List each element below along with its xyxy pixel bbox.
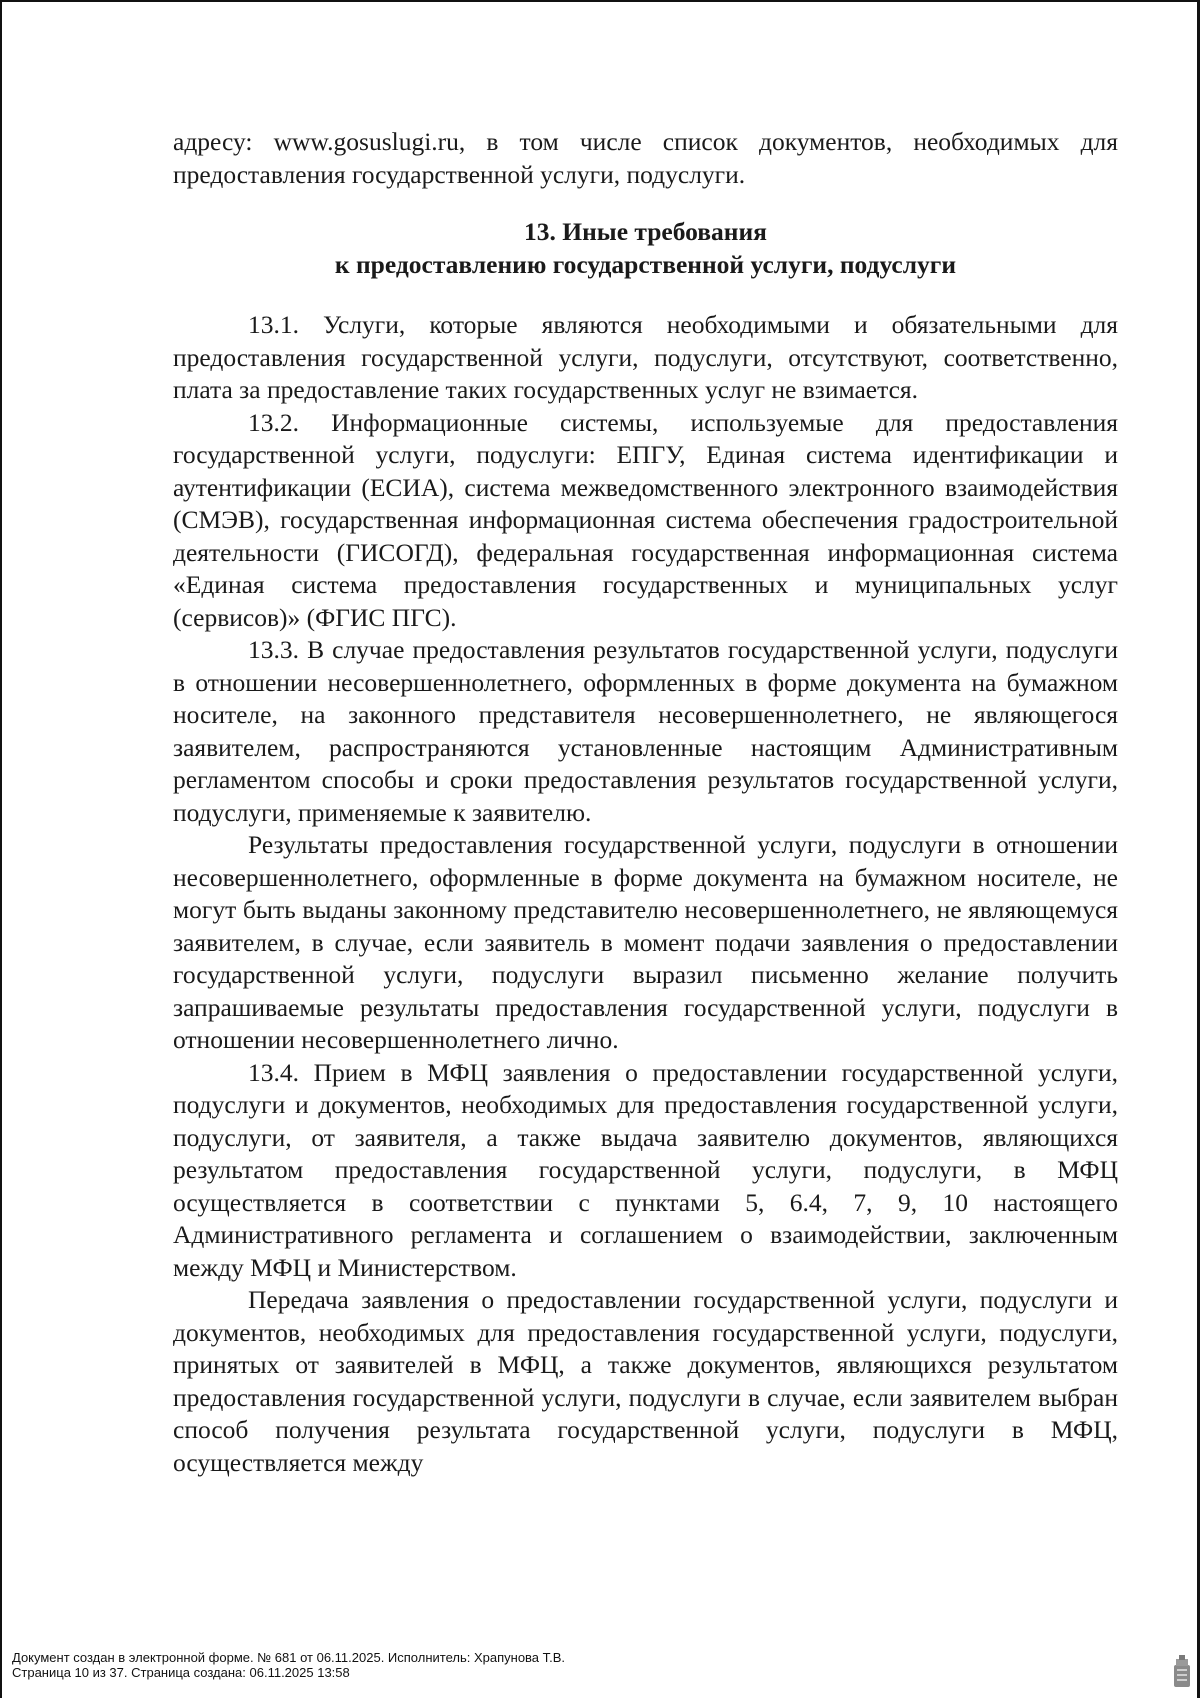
paragraph-13-3: 13.3. В случае предоставления результатов государственной услуги, подуслуги в отношении несовершеннолетнего, оформленных в форме документа на бумажном носителе, на законного представителя несовершеннолетнего, не являющегося заявителем, распространяются установленные настоящим Административным регламентом способы и сроки предоставления результатов государственной услуги, подуслуги, применяемые к заявителю. [173, 635, 1118, 827]
section-title-line-1: 13. Иные требования [524, 217, 767, 246]
document-body [173, 126, 1118, 1479]
footer-line-2: Страница 10 из 37. Страница создана: 06.11.2025 13:58 [12, 1665, 350, 1680]
paragraph-13-1: 13.1. Услуги, которые являются необходимыми и обязательными для предоставления государственной услуги, подуслуги, отсутствуют, соответственно, плата за предоставление таких государственных услуг не взимается. [173, 310, 1118, 404]
scan-border-left [0, 0, 2, 1698]
government-emblem-icon [1172, 1655, 1192, 1689]
scan-border-top [0, 0, 1200, 2]
paragraph-13-4: 13.4. Прием в МФЦ заявления о предоставлении государственной услуги, подуслуги и документов, необходимых для предоставления государственной услуги, подуслуги, от заявителя, а также выдача заявителю документов, являющихся результатом предоставления государственной услуги, подуслуги, в МФЦ осуществляется в соответствии с пунктами 5, 6.4, 7, 9, 10 настоящего Административного регламента и соглашением о взаимодействии, заключенным между МФЦ и Министерством. [173, 1057, 1118, 1282]
footer-line-1: Документ создан в электронной форме. № 681 от 06.11.2025. Исполнитель: Храпунова Т.В. [12, 1650, 566, 1665]
section-title-line-2: к предоставлению государственной услуги, подуслуги [334, 250, 957, 279]
section-heading [173, 215, 1118, 281]
paragraph-13-3-results: Результаты предоставления государственной услуги, подуслуги в отношении несовершеннолетнего, оформленные в форме документа на бумажном носителе, не могут быть выданы законному представителю несовершеннолетнего, не являющемуся заявителем, в случае, если заявитель в момент подачи заявления о предоставлении государственной услуги, подуслуги выразил письменно желание получить запрашиваемые результаты предоставления государственной услуги, подуслуги в отношении несовершеннолетнего лично. [173, 830, 1118, 1054]
intro-paragraph: адресу: www.gosuslugi.ru, в том числе список документов, необходимых для предоставления государственной услуги, подуслуги. [173, 127, 1118, 189]
paragraph-13-4-transfer: Передача заявления о предоставлении государственной услуги, подуслуги и документов, необходимых для предоставления государственной услуги, подуслуги, принятых от заявителей в МФЦ, а также документов, являющихся результатом предоставления государственной услуги, подуслуги в случае, если заявителем выбран способ получения результата государственной услуги, подуслуги в МФЦ, осуществляется между [173, 1285, 1118, 1477]
document-footer [12, 1650, 565, 1680]
paragraph-13-2: 13.2. Информационные системы, используемые для предоставления государственной услуги, подуслуги: ЕПГУ, Единая система идентификации и аутентификации (ЕСИА), система межведомственного электронного взаимодействия (СМЭВ), государственная информационная система обеспечения градостроительной деятельности (ГИСОГД), федеральная государственная информационная система «Единая система предоставления государственных и муниципальных услуг (сервисов)» (ФГИС ПГС). [173, 407, 1118, 632]
